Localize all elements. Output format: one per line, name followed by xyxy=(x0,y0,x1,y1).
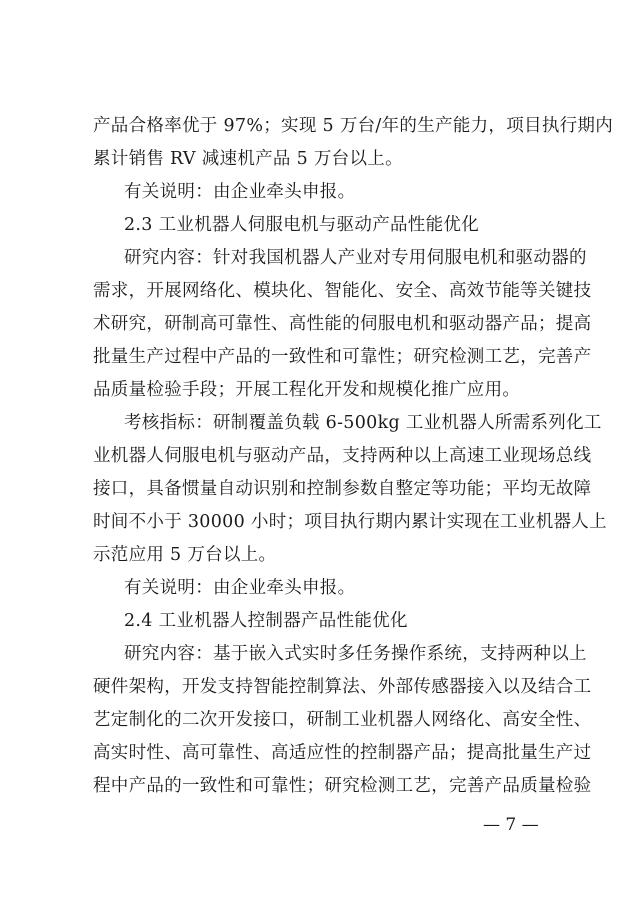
text-line: 业机器人伺服电机与驱动产品，支持两种以上高速工业现场总线 xyxy=(93,446,592,466)
text-line: 时间不小于 30000 小时；项目执行期内累计实现在工业机器人上 xyxy=(93,512,607,532)
section-heading-2-4: 2.4 工业机器人控制器产品性能优化 xyxy=(124,611,408,631)
text-line: 研究内容：基于嵌入式实时多任务操作系统，支持两种以上 xyxy=(124,644,587,664)
text-line: 需求，开展网络化、模块化、智能化、安全、高效节能等关键技 xyxy=(93,281,592,301)
text-line: 有关说明：由企业牵头申报。 xyxy=(124,182,356,202)
text-line: 程中产品的一致性和可靠性；研究检测工艺，完善产品质量检验 xyxy=(93,776,592,796)
text-line: 术研究，研制高可靠性、高性能的伺服电机和驱动器产品；提高 xyxy=(93,314,592,334)
text-line: 有关说明：由企业牵头申报。 xyxy=(124,578,356,598)
text-line: 累计销售 RV 减速机产品 5 万台以上。 xyxy=(93,149,403,169)
page-number: — 7 — xyxy=(483,815,539,835)
text-line: 研究内容：针对我国机器人产业对专用伺服电机和驱动器的 xyxy=(124,248,587,268)
text-line: 示范应用 5 万台以上。 xyxy=(93,545,277,565)
text-line: 高实时性、高可靠性、高适应性的控制器产品；提高批量生产过 xyxy=(93,743,592,763)
text-line: 批量生产过程中产品的一致性和可靠性；研究检测工艺，完善产 xyxy=(93,347,592,367)
text-line: 产品合格率优于 97%；实现 5 万台/年的生产能力，项目执行期内 xyxy=(93,116,614,136)
text-line: 考核指标：研制覆盖负载 6-500kg 工业机器人所需系列化工 xyxy=(124,413,602,433)
text-line: 硬件架构，开发支持智能控制算法、外部传感器接入以及结合工 xyxy=(93,677,592,697)
text-line: 艺定制化的二次开发接口，研制工业机器人网络化、高安全性、 xyxy=(93,710,592,730)
text-line: 接口，具备惯量自动识别和控制参数自整定等功能；平均无故障 xyxy=(93,479,592,499)
text-line: 品质量检验手段；开展工程化开发和规模化推广应用。 xyxy=(93,380,521,400)
section-heading-2-3: 2.3 工业机器人伺服电机与驱动产品性能优化 xyxy=(124,215,479,235)
